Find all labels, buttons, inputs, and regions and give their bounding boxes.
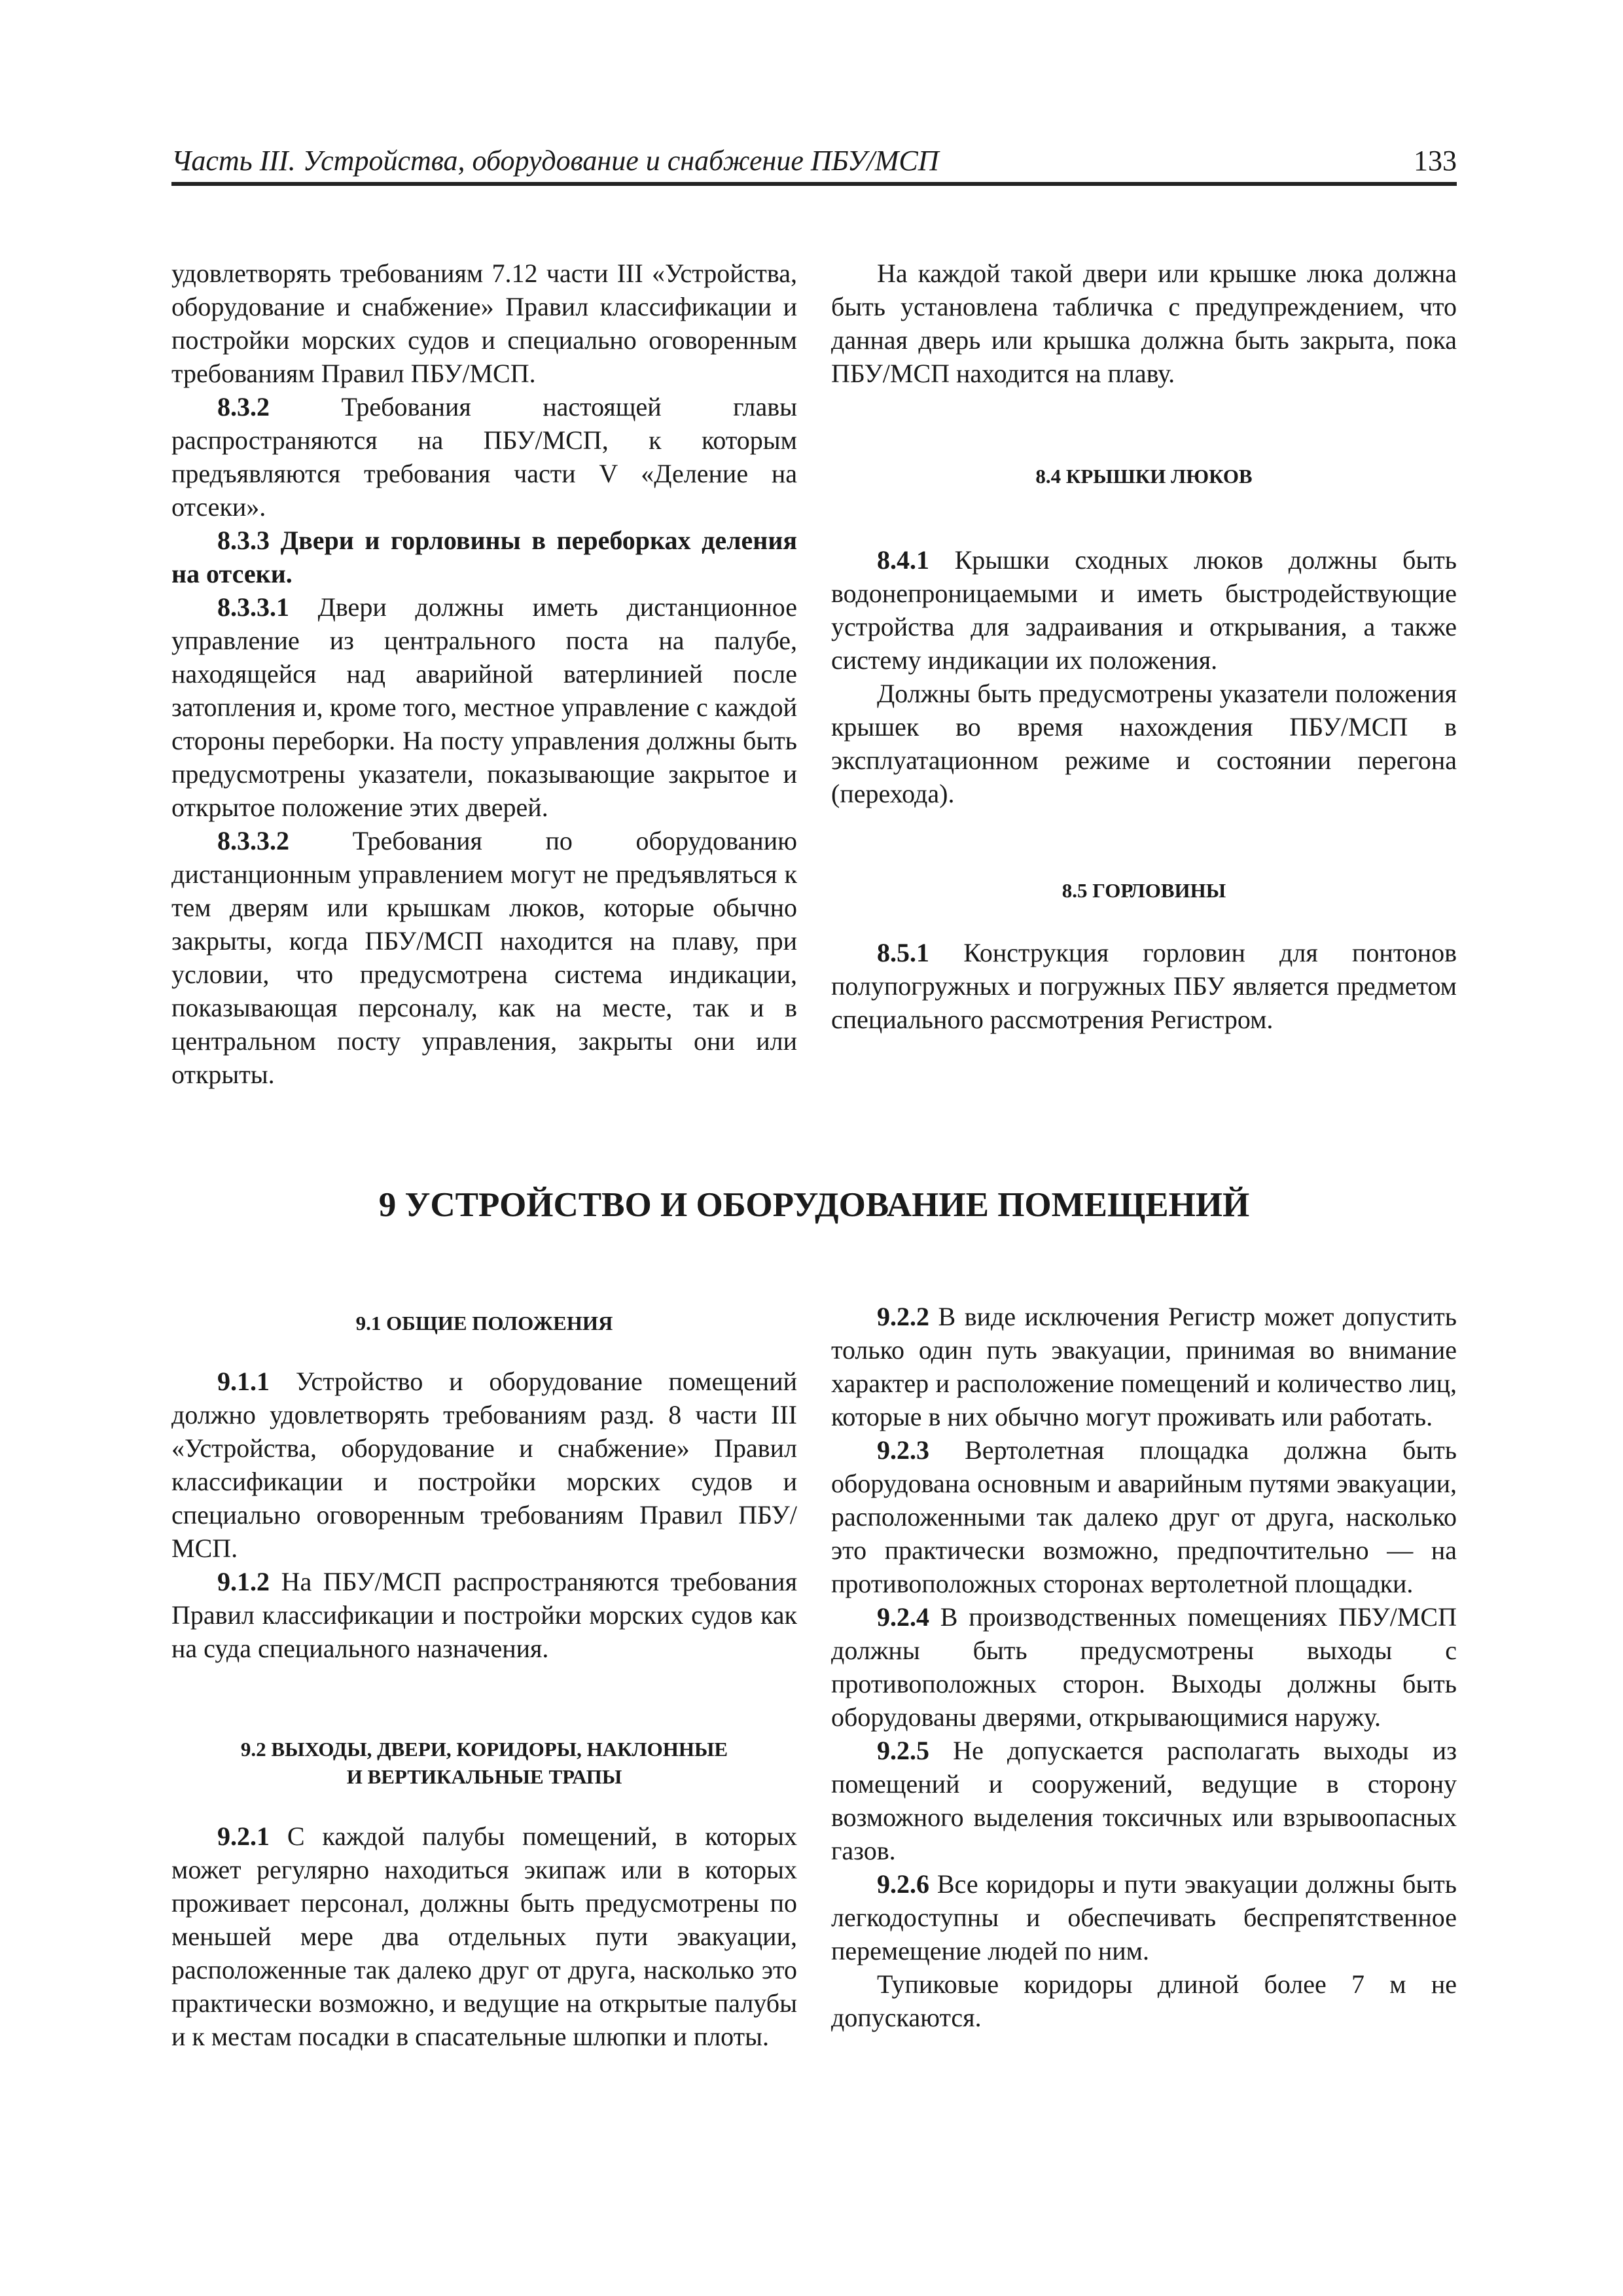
paragraph-9-2-4: [831, 1600, 1457, 1734]
clause-text: Устройство и оборудование помещений должно удовлетворять требованиям разд. 8 части III «Устройства, оборудование и снабжение» Правил классификации и постройки морских судов и специально оговоренным требованиям Правил ПБУ/МСП.: [171, 1367, 797, 1563]
paragraph-8-3-3-heading: 8.3.3 Двери и горловины в переборках деления на отсеки.: [171, 526, 797, 588]
paragraph-indicators: Должны быть предусмотрены указатели положения крышек во время нахождения ПБУ/МСП в эксплуатационном режиме и состоянии перегона (перехода).: [831, 679, 1457, 808]
clause-number: 8.3.3.2: [217, 826, 289, 855]
clause-number: 9.2.1: [217, 1821, 270, 1851]
clause-text: Конструкция горловин для понтонов полупогружных и погружных ПБУ является предметом специального рассмотрения Регистром.: [831, 938, 1457, 1034]
bottom-right-column: [831, 1300, 1457, 2034]
paragraph-9-1-1: [171, 1365, 797, 1565]
clause-text: Вертолетная площадка должна быть оборудована основным и аварийным путями эвакуации, расположенными так далеко друг от друга, насколько это практически возможно, предпочтительно — на противоположных сторонах вертолетной площадки.: [831, 1435, 1457, 1598]
paragraph-9-2-6: [831, 1867, 1457, 1967]
paragraph-8-4-1: [831, 543, 1457, 677]
paragraph-8-3-2: [171, 390, 797, 524]
top-left-column: [171, 257, 797, 1091]
clause-text: С каждой палубы помещений, в которых может регулярно находиться экипаж или в которых проживает персонал, должны быть предусмотрены по меньшей мере два отдельных пути эвакуации, расположенные так далеко друг от друга, насколько это практически возможно, и ведущие на открытые палубы и к местам посадки в спасательные шлюпки и плоты.: [171, 1821, 797, 2051]
running-header: [171, 135, 1457, 186]
clause-number: 9.2.2: [877, 1302, 929, 1331]
top-right-column-8-5: [831, 936, 1457, 1036]
section-heading-9-2-line1: 9.2 ВЫХОДЫ, ДВЕРИ, КОРИДОРЫ, НАКЛОННЫЕ: [240, 1738, 728, 1761]
section-heading-9-1: 9.1 ОБЩИЕ ПОЛОЖЕНИЯ: [355, 1312, 613, 1335]
paragraph-9-1-2: [171, 1565, 797, 1665]
top-right-column: [831, 257, 1457, 390]
clause-text: На ПБУ/МСП распространяются требования Правил классификации и постройки морских судов как на суда специального назначения.: [171, 1567, 797, 1663]
section-heading-8-5: 8.5 ГОРЛОВИНЫ: [1061, 879, 1226, 902]
clause-number: 9.1.1: [217, 1367, 270, 1396]
clause-text: Все коридоры и пути эвакуации должны быть легкодоступны и обеспечивать беспрепятственное перемещение людей по ним.: [831, 1869, 1457, 1965]
clause-number: 9.2.5: [877, 1736, 929, 1765]
clause-text: В виде исключения Регистр может допустить только один путь эвакуации, принимая во внимание характер и расположение помещений и количество лиц, которые в них обычно могут проживать или работать.: [831, 1302, 1457, 1431]
clause-text: В производственных помещениях ПБУ/МСП должны быть предусмотрены выходы с противоположных сторон. Выходы должны быть оборудованы дверями, открывающимися наружу.: [831, 1602, 1457, 1732]
paragraph-door-sign: На каждой такой двери или крышке люка должна быть установлена табличка с предупреждением, что данная дверь или крышка должна быть закрыта, пока ПБУ/МСП находится на плаву.: [831, 259, 1457, 388]
section-heading-9-2-line2: И ВЕРТИКАЛЬНЫЕ ТРАПЫ: [346, 1765, 622, 1788]
bottom-left-column: [171, 1365, 797, 1665]
clause-text: Требования настоящей главы распространяются на ПБУ/МСП, к которым предъявляются требования части V «Деление на отсеки».: [171, 392, 797, 522]
chapter-title: 9 УСТРОЙСТВО И ОБОРУДОВАНИЕ ПОМЕЩЕНИЙ: [378, 1186, 1250, 1224]
clause-number: 9.2.4: [877, 1602, 929, 1632]
clause-text: Требования по оборудованию дистанционным управлением могут не предъявляться к тем дверям или крышкам люков, которые обычно закрыты, когда ПБУ/МСП находится на плаву, при условии, что предусмотрена система индикации, показывающая персоналу, как на месте, так и в центральном посту управления, закрыты они или открыты.: [171, 826, 797, 1089]
section-heading-8-4: 8.4 КРЫШКИ ЛЮКОВ: [1035, 465, 1253, 488]
paragraph-9-2-2: [831, 1300, 1457, 1433]
paragraph-8-5-1: [831, 936, 1457, 1036]
paragraph-9-2-1: [171, 1820, 797, 2053]
top-right-column-8-4: [831, 543, 1457, 810]
header-title: Часть III. Устройства, оборудование и снабжение ПБУ/МСП: [171, 145, 939, 177]
paragraph-continuation: удовлетворять требованиям 7.12 части III «Устройства, оборудование и снабжение» Правил классификации и постройки морских судов и специально оговоренным требованиям Правил ПБУ/МСП.: [171, 259, 797, 388]
clause-number: 9.2.6: [877, 1869, 929, 1899]
clause-number: 9.1.2: [217, 1567, 270, 1596]
paragraph-9-2-3: [831, 1433, 1457, 1600]
section-heading-9-2: [171, 1736, 797, 1791]
page-number: 133: [1414, 145, 1457, 177]
paragraph-9-2-5: [831, 1734, 1457, 1867]
clause-text: Двери должны иметь дистанционное управление из центрального поста на палубе, находящейся над аварийной ватерлинией после затопления и, кроме того, местное управление с каждой стороны переборки. На посту управления должны быть предусмотрены указатели, показывающие закрытое и открытое положение этих дверей.: [171, 592, 797, 822]
clause-text: Крышки сходных люков должны быть водонепроницаемыми и иметь быстродействующие устройства для задраивания и открывания, а также систему индикации их положения.: [831, 545, 1457, 675]
clause-number: 9.2.3: [877, 1435, 929, 1465]
paragraph-dead-end-corridors: Тупиковые коридоры длиной более 7 м не допускаются.: [831, 1969, 1457, 2032]
clause-number: 8.3.2: [217, 392, 270, 422]
clause-number: 8.3.3.1: [217, 592, 289, 622]
paragraph-8-3-3-2: [171, 824, 797, 1091]
bottom-left-column-9-2: [171, 1820, 797, 2053]
clause-text: Не допускается располагать выходы из помещений и сооружений, ведущие в сторону возможного выделения токсичных или взрывоопасных газов.: [831, 1736, 1457, 1865]
clause-number: 8.4.1: [877, 545, 929, 575]
paragraph-8-3-3-1: [171, 590, 797, 824]
clause-number: 8.5.1: [877, 938, 929, 967]
